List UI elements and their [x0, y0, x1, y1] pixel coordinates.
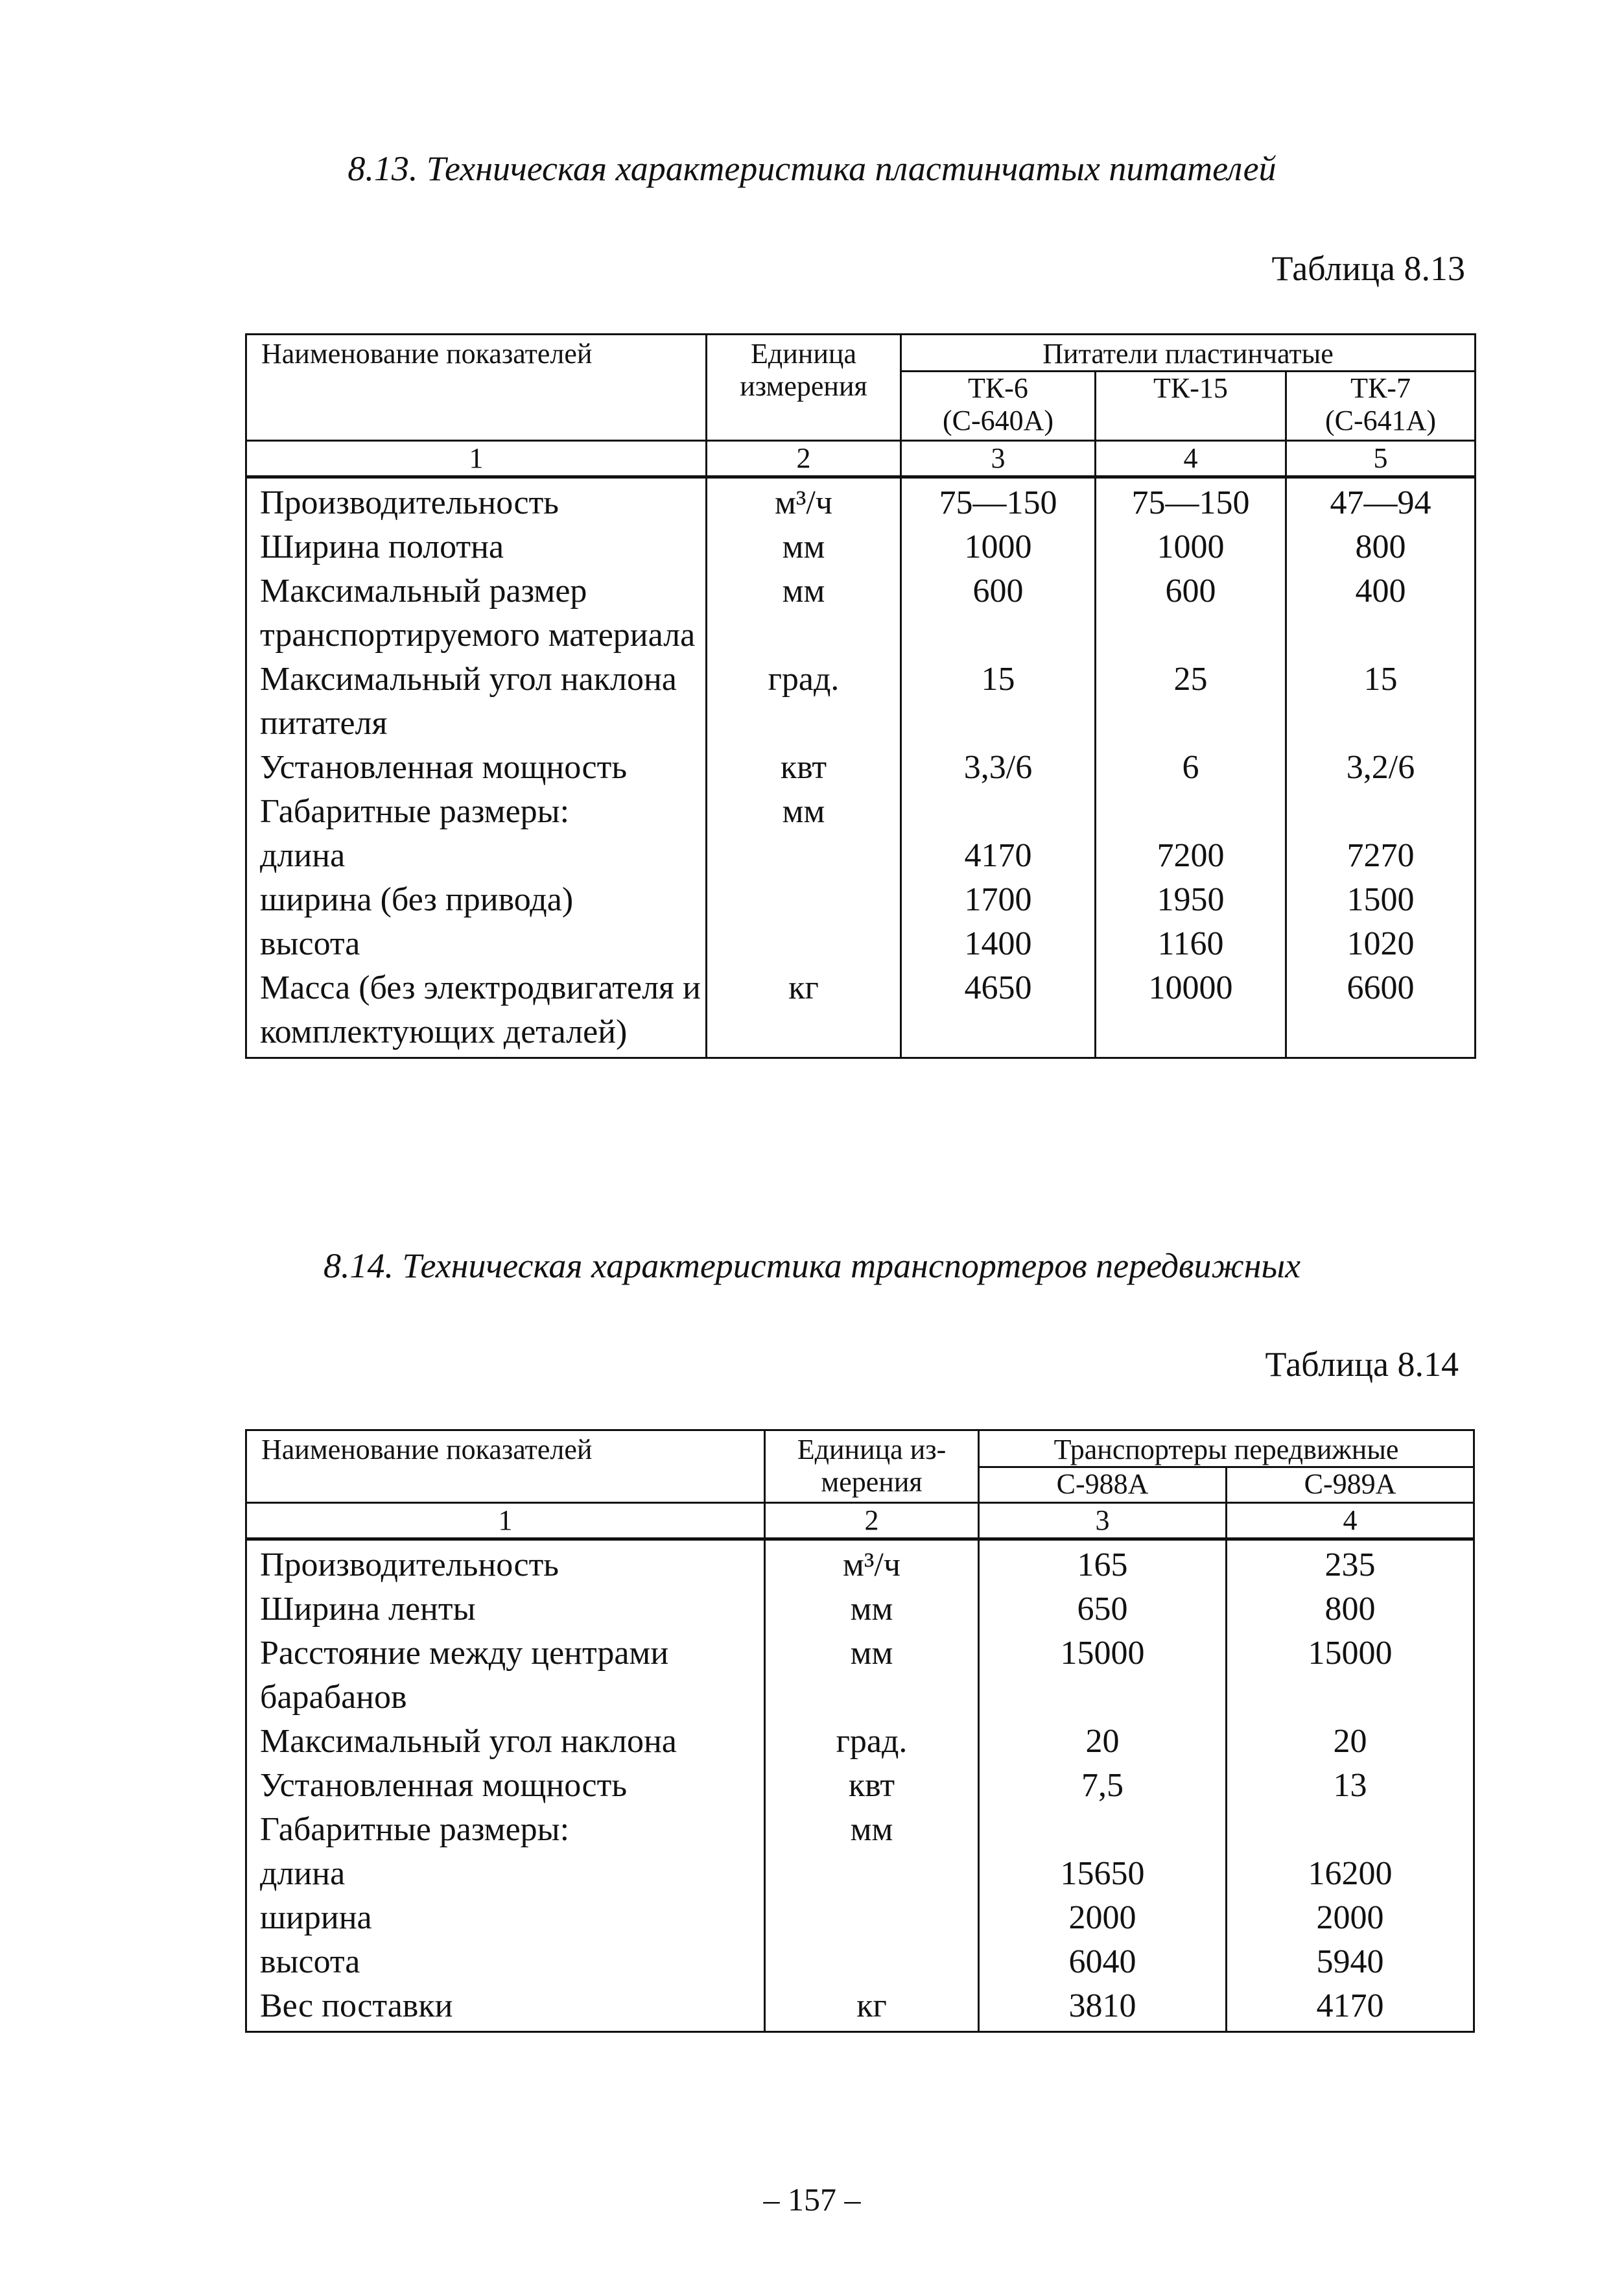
col-number: 1: [246, 1503, 765, 1539]
model-1-line1: ТК-6: [968, 372, 1028, 404]
row-name: Максимальный размер транспортируемого материала: [246, 569, 707, 657]
row-value-2: 16200: [1227, 1852, 1474, 1896]
row-unit: мм: [707, 569, 901, 657]
table-row: [246, 1764, 1474, 1808]
row-unit: [765, 1940, 979, 1984]
row-unit: мм: [765, 1808, 979, 1852]
table-row: [246, 525, 1476, 569]
row-value-2: [1227, 1808, 1474, 1852]
row-value-1: 2000: [979, 1896, 1227, 1940]
model-1-line2: (С-640А): [942, 405, 1054, 436]
table-row: [246, 922, 1476, 966]
row-unit: мм: [765, 1587, 979, 1631]
header-group: Транспортеры передвижные: [979, 1430, 1474, 1467]
col-number: 2: [765, 1503, 979, 1539]
col-number: 3: [979, 1503, 1227, 1539]
model-3-line1: ТК-7: [1350, 372, 1411, 404]
header-unit-line1: Единица: [751, 338, 856, 370]
table-row: [246, 1852, 1474, 1896]
table-row: [246, 1587, 1474, 1631]
table-8-14: [245, 1429, 1475, 2033]
row-name: высота: [246, 922, 707, 966]
table-row: [246, 657, 1476, 746]
row-value-1: 15000: [979, 1631, 1227, 1720]
row-unit: мм: [765, 1631, 979, 1720]
row-value-1: [901, 790, 1096, 834]
row-value-2: 13: [1227, 1764, 1474, 1808]
row-name: Установленная мощность: [246, 1764, 765, 1808]
row-value-2: 600: [1096, 569, 1286, 657]
row-unit: квт: [707, 746, 901, 790]
row-value-3: 800: [1286, 525, 1476, 569]
row-value-2: 5940: [1227, 1940, 1474, 1984]
row-value-3: 15: [1286, 657, 1476, 746]
row-name: ширина: [246, 1896, 765, 1940]
row-value-3: 3,2/6: [1286, 746, 1476, 790]
col-number: 5: [1286, 441, 1476, 477]
row-unit: мм: [707, 525, 901, 569]
row-name: ширина (без привода): [246, 878, 707, 922]
header-model-1: С-988А: [979, 1467, 1227, 1503]
row-value-1: 3810: [979, 1984, 1227, 2032]
row-unit: кг: [707, 966, 901, 1058]
table-row: [246, 1631, 1474, 1720]
header-name: Наименование показателей: [246, 1430, 765, 1503]
section-heading-8-13: 8.13. Техническая характеристика пластинчатых питателей: [347, 149, 1277, 188]
table-row: [246, 966, 1476, 1058]
row-name: Расстояние между центрами барабанов: [246, 1631, 765, 1720]
row-value-1: 15650: [979, 1852, 1227, 1896]
row-unit: [707, 834, 901, 878]
header-model-3: [1286, 372, 1476, 441]
row-name: Вес поставки: [246, 1984, 765, 2032]
col-number: 2: [707, 441, 901, 477]
header-unit-line1: Единица из-: [797, 1434, 947, 1465]
row-value-1: 1400: [901, 922, 1096, 966]
row-name: Производительность: [246, 1539, 765, 1588]
row-value-2: 4170: [1227, 1984, 1474, 2032]
row-value-2: 6: [1096, 746, 1286, 790]
row-value-1: 3,3/6: [901, 746, 1096, 790]
row-unit: м³/ч: [707, 477, 901, 526]
table-row: [246, 834, 1476, 878]
row-value-2: 15000: [1227, 1631, 1474, 1720]
row-name: Габаритные размеры:: [246, 790, 707, 834]
header-unit: [765, 1430, 979, 1503]
table-row: [246, 878, 1476, 922]
row-value-1: 650: [979, 1587, 1227, 1631]
row-unit: м³/ч: [765, 1539, 979, 1588]
row-value-1: 4650: [901, 966, 1096, 1058]
row-value-1: 1700: [901, 878, 1096, 922]
row-unit: [707, 878, 901, 922]
row-name: длина: [246, 834, 707, 878]
row-value-3: 7270: [1286, 834, 1476, 878]
row-value-2: 1160: [1096, 922, 1286, 966]
row-name: Габаритные размеры:: [246, 1808, 765, 1852]
table-8-13: [245, 333, 1476, 1059]
header-unit-line2: мерения: [821, 1466, 923, 1498]
table-label-8-13: Таблица 8.13: [1271, 249, 1465, 288]
row-value-1: 600: [901, 569, 1096, 657]
row-name: высота: [246, 1940, 765, 1984]
header-model-2: С-989А: [1227, 1467, 1474, 1503]
col-number: 4: [1096, 441, 1286, 477]
table-row: [246, 1720, 1474, 1764]
model-3-line2: (С-641А): [1324, 405, 1437, 436]
table-label-8-14: Таблица 8.14: [1265, 1345, 1459, 1384]
row-value-2: 10000: [1096, 966, 1286, 1058]
row-unit: град.: [707, 657, 901, 746]
row-value-2: 20: [1227, 1720, 1474, 1764]
row-unit: [707, 922, 901, 966]
row-value-2: 800: [1227, 1587, 1474, 1631]
header-name: Наименование показателей: [246, 335, 707, 441]
row-value-1: 15: [901, 657, 1096, 746]
row-name: Максимальный угол наклона: [246, 1720, 765, 1764]
row-value-1: 165: [979, 1539, 1227, 1588]
row-value-3: 400: [1286, 569, 1476, 657]
row-unit: [765, 1896, 979, 1940]
row-value-2: 25: [1096, 657, 1286, 746]
row-name: Производительность: [246, 477, 707, 526]
row-value-3: 6600: [1286, 966, 1476, 1058]
table-row: [246, 1539, 1474, 1588]
header-group: Питатели пластинчатые: [901, 335, 1476, 372]
col-number: 3: [901, 441, 1096, 477]
row-value-2: 7200: [1096, 834, 1286, 878]
row-value-1: 6040: [979, 1940, 1227, 1984]
section-heading-8-14: 8.14. Техническая характеристика транспортеров передвижных: [323, 1246, 1301, 1285]
page-number: – 157 –: [763, 2181, 861, 2218]
row-value-1: [979, 1808, 1227, 1852]
table-row: [246, 746, 1476, 790]
header-model-2: [1096, 372, 1286, 441]
header-model-1: [901, 372, 1096, 441]
table-row: [246, 1808, 1474, 1852]
row-value-3: 1500: [1286, 878, 1476, 922]
row-value-2: 235: [1227, 1539, 1474, 1588]
row-unit: кг: [765, 1984, 979, 2032]
row-name: Ширина полотна: [246, 525, 707, 569]
table-row: [246, 790, 1476, 834]
row-value-1: 7,5: [979, 1764, 1227, 1808]
model-2-line1: ТК-15: [1153, 372, 1228, 404]
row-value-2: 75—150: [1096, 477, 1286, 526]
row-value-2: 2000: [1227, 1896, 1474, 1940]
table-row: [246, 477, 1476, 526]
table-row: [246, 1984, 1474, 2032]
row-unit: мм: [707, 790, 901, 834]
row-name: Ширина ленты: [246, 1587, 765, 1631]
row-name: Максимальный угол наклона питателя: [246, 657, 707, 746]
row-unit: квт: [765, 1764, 979, 1808]
row-unit: град.: [765, 1720, 979, 1764]
row-value-3: 47—94: [1286, 477, 1476, 526]
header-unit: [707, 335, 901, 441]
row-value-1: 75—150: [901, 477, 1096, 526]
row-unit: [765, 1852, 979, 1896]
row-value-3: 1020: [1286, 922, 1476, 966]
header-unit-line2: измерения: [740, 370, 867, 402]
row-value-2: 1000: [1096, 525, 1286, 569]
row-value-2: 1950: [1096, 878, 1286, 922]
table-row: [246, 1940, 1474, 1984]
table-row: [246, 1896, 1474, 1940]
table-row: [246, 569, 1476, 657]
col-number: 4: [1227, 1503, 1474, 1539]
row-value-1: 4170: [901, 834, 1096, 878]
row-value-1: 20: [979, 1720, 1227, 1764]
row-name: Установленная мощность: [246, 746, 707, 790]
col-number: 1: [246, 441, 707, 477]
row-value-2: [1096, 790, 1286, 834]
row-name: Масса (без электродвигателя и комплектующих деталей): [246, 966, 707, 1058]
row-value-1: 1000: [901, 525, 1096, 569]
row-name: длина: [246, 1852, 765, 1896]
row-value-3: [1286, 790, 1476, 834]
